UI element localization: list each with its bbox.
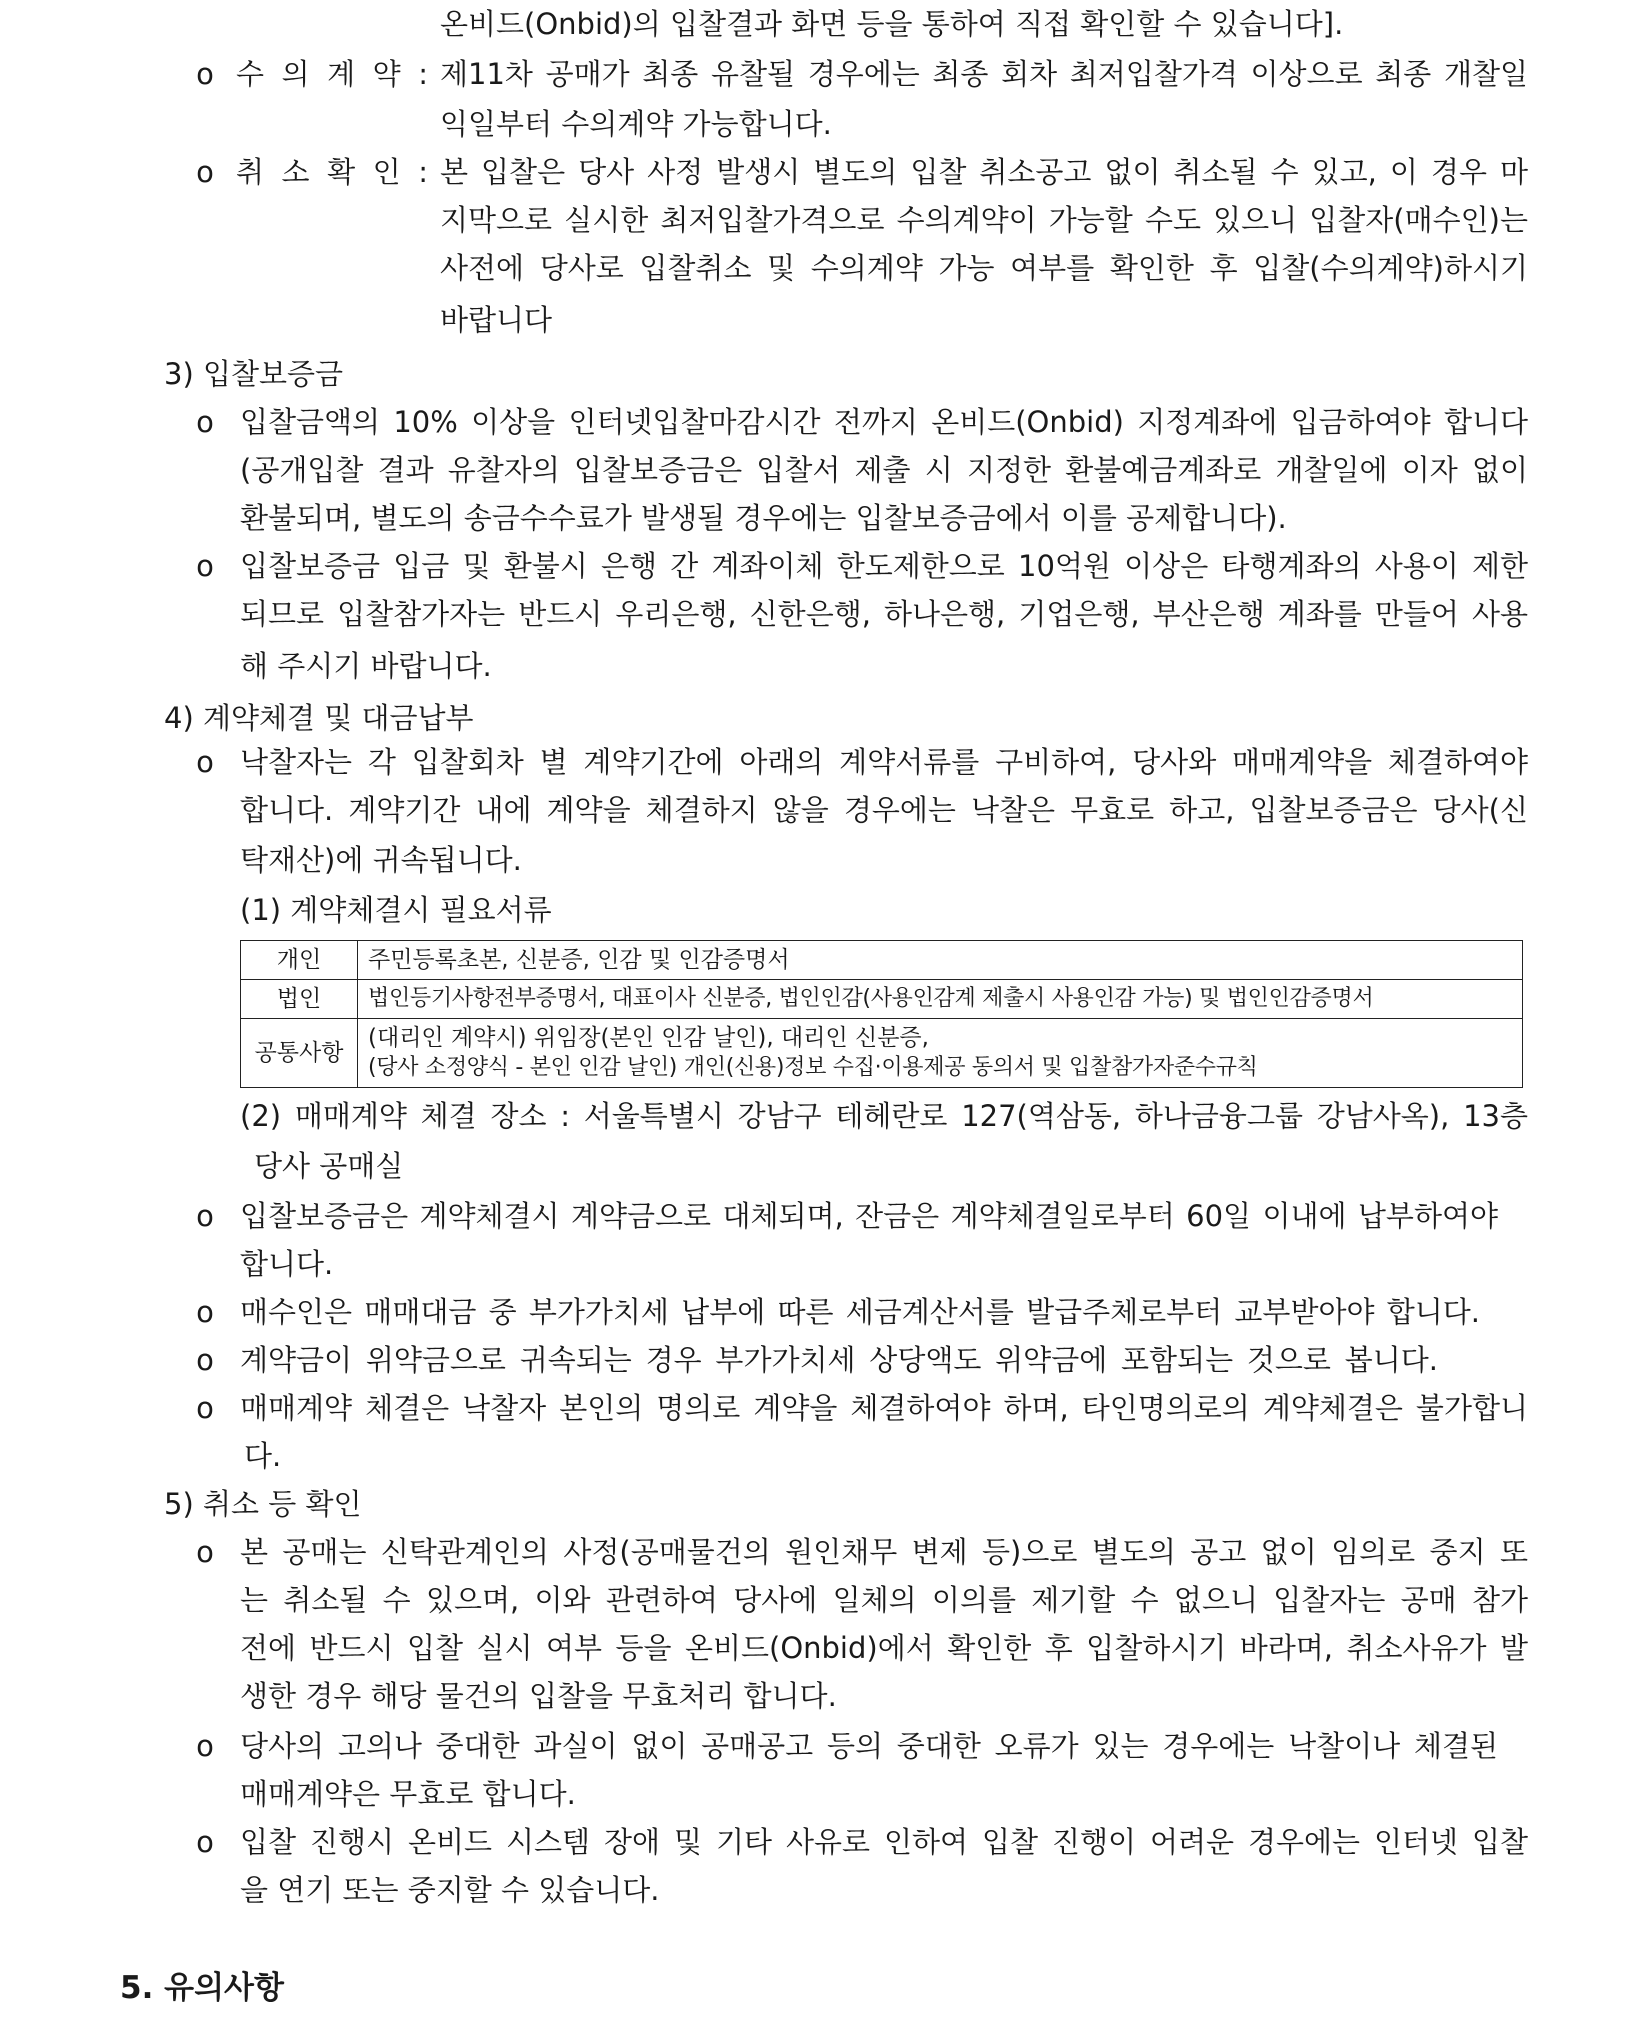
- cancel-confirm-line: 본 입찰은 당사 사정 발생시 별도의 입찰 취소공고 없이 취소될 수 있고, 이 경우 마: [440, 155, 1528, 189]
- table-cell: [358, 980, 1523, 1019]
- subsection-heading: (1) 계약체결시 필요서류: [240, 893, 552, 927]
- bullet-marker: o: [196, 745, 214, 779]
- section-title: 5. 유의사항: [120, 1970, 284, 2006]
- bullet-marker: o: [196, 1391, 214, 1425]
- paragraph-line: 당사 공매실: [254, 1149, 404, 1183]
- paragraph-line: 계약금이 위약금으로 귀속되는 경우 부가가치세 상당액도 위약금에 포함되는 것으로 봅니다.: [240, 1343, 1438, 1377]
- cancel-confirm-label: 취 소 확 인 :: [236, 155, 428, 189]
- table-row-header: 공통사항: [241, 1019, 358, 1088]
- paragraph-line: 입찰 진행시 온비드 시스템 장애 및 기타 사유로 인하여 입찰 진행이 어려운 경우에는 인터넷 입찰: [240, 1825, 1528, 1859]
- table-row: [241, 941, 1523, 980]
- table-cell-text: 법인등기사항전부증명서, 대표이사 신분증, 법인인감(사용인감계 제출시 사용인감 가능) 및 법인인감증명서: [368, 986, 1374, 1011]
- table-cell: [358, 1019, 1523, 1088]
- bullet-marker: o: [196, 57, 214, 91]
- bullet-marker: o: [196, 549, 214, 583]
- paragraph-line: 되므로 입찰참가자는 반드시 우리은행, 신한은행, 하나은행, 기업은행, 부산은행 계좌를 만들어 사용: [240, 597, 1528, 631]
- section-heading: 3) 입찰보증금: [164, 357, 344, 391]
- paragraph-line: 당사의 고의나 중대한 과실이 없이 공매공고 등의 중대한 오류가 있는 경우에는 낙찰이나 체결된: [240, 1729, 1498, 1763]
- paragraph-line: 는 취소될 수 있으며, 이와 관련하여 당사에 일체의 이의를 제기할 수 없으니 입찰자는 공매 참가: [240, 1583, 1528, 1617]
- paragraph-line: (2) 매매계약 체결 장소 : 서울특별시 강남구 테헤란로 127(역삼동, 하나금융그룹 강남사옥), 13층: [240, 1099, 1528, 1133]
- paragraph-line: 해 주시기 바랍니다.: [240, 649, 492, 683]
- bullet-marker: o: [196, 1729, 214, 1763]
- table-cell-text: (당사 소정양식 - 본인 인감 날인) 개인(신용)정보 수집·이용제공 동의서 및 입찰참가자준수규칙: [368, 1055, 1258, 1080]
- bullet-marker: o: [196, 405, 214, 439]
- paragraph-line: 본 공매는 신탁관계인의 사정(공매물건의 원인채무 변제 등)으로 별도의 공고 없이 임의로 중지 또: [240, 1535, 1528, 1569]
- bullet-marker: o: [196, 1825, 214, 1859]
- bullet-marker: o: [196, 1535, 214, 1569]
- paragraph-line: 낙찰자는 각 입찰회차 별 계약기간에 아래의 계약서류를 구비하여, 당사와 매매계약을 체결하여야: [240, 745, 1528, 779]
- table-cell: 주민등록초본, 신분증, 인감 및 인감증명서: [358, 941, 1523, 980]
- cancel-confirm-line: 사전에 당사로 입찰취소 및 수의계약 가능 여부를 확인한 후 입찰(수의계약)하시기: [440, 251, 1528, 285]
- table-cell-text: (대리인 계약시) 위임장(본인 인감 날인), 대리인 신분증,: [368, 1025, 929, 1051]
- paragraph-line: (공개입찰 결과 유찰자의 입찰보증금은 입찰서 제출 시 지정한 환불예금계좌로 개찰일에 이자 없이: [240, 453, 1528, 487]
- table-row: [241, 1019, 1523, 1088]
- paragraph-line: 환불되며, 별도의 송금수수료가 발생될 경우에는 입찰보증금에서 이를 공제합니다).: [240, 501, 1287, 535]
- bullet-marker: o: [196, 1199, 214, 1233]
- paragraph-line: 매수인은 매매대금 중 부가가치세 납부에 따른 세금계산서를 발급주체로부터 교부받아야 합니다.: [240, 1295, 1480, 1329]
- required-documents-table: [240, 940, 1523, 1088]
- paragraph-line: 생한 경우 해당 물건의 입찰을 무효처리 합니다.: [240, 1679, 837, 1713]
- section-heading: 4) 계약체결 및 대금납부: [164, 701, 474, 735]
- continuation-line: 온비드(Onbid)의 입찰결과 화면 등을 통하여 직접 확인할 수 있습니다].: [440, 7, 1344, 41]
- paragraph-line: 매매계약은 무효로 합니다.: [240, 1777, 576, 1811]
- table-row-header: 개인: [241, 941, 358, 980]
- paragraph-line: 합니다. 계약기간 내에 계약을 체결하지 않을 경우에는 낙찰은 무효로 하고, 입찰보증금은 당사(신: [240, 793, 1528, 827]
- paragraph-line: 입찰보증금 입금 및 환불시 은행 간 계좌이체 한도제한으로 10억원 이상은 타행계좌의 사용이 제한: [240, 549, 1528, 583]
- bullet-marker: o: [196, 155, 214, 189]
- paragraph-line: 합니다.: [240, 1247, 334, 1281]
- paragraph-line: 다.: [244, 1439, 282, 1473]
- private-contract-label: 수 의 계 약 :: [236, 57, 428, 91]
- bullet-marker: o: [196, 1343, 214, 1377]
- private-contract-line: 익일부터 수의계약 가능합니다.: [440, 107, 832, 141]
- private-contract-line: 제11차 공매가 최종 유찰될 경우에는 최종 회차 최저입찰가격 이상으로 최종 개찰일: [440, 57, 1528, 91]
- paragraph-line: 을 연기 또는 중지할 수 있습니다.: [240, 1873, 660, 1907]
- cancel-confirm-line: 지막으로 실시한 최저입찰가격으로 수의계약이 가능할 수도 있으니 입찰자(매수인)는: [440, 203, 1528, 237]
- table-row-header: 법인: [241, 980, 358, 1019]
- table-row: [241, 980, 1523, 1019]
- bullet-marker: o: [196, 1295, 214, 1329]
- paragraph-line: 매매계약 체결은 낙찰자 본인의 명의로 계약을 체결하여야 하며, 타인명의로의 계약체결은 불가합니: [240, 1391, 1528, 1425]
- section-heading: 5) 취소 등 확인: [164, 1487, 362, 1521]
- paragraph-line: 탁재산)에 귀속됩니다.: [240, 843, 522, 877]
- paragraph-line: 전에 반드시 입찰 실시 여부 등을 온비드(Onbid)에서 확인한 후 입찰하시기 바라며, 취소사유가 발: [240, 1631, 1528, 1665]
- cancel-confirm-line: 바랍니다: [440, 303, 553, 337]
- paragraph-line: 입찰금액의 10% 이상을 인터넷입찰마감시간 전까지 온비드(Onbid) 지정계좌에 입금하여야 합니다: [240, 405, 1528, 439]
- paragraph-line: 입찰보증금은 계약체결시 계약금으로 대체되며, 잔금은 계약체결일로부터 60일 이내에 납부하여야: [240, 1199, 1498, 1233]
